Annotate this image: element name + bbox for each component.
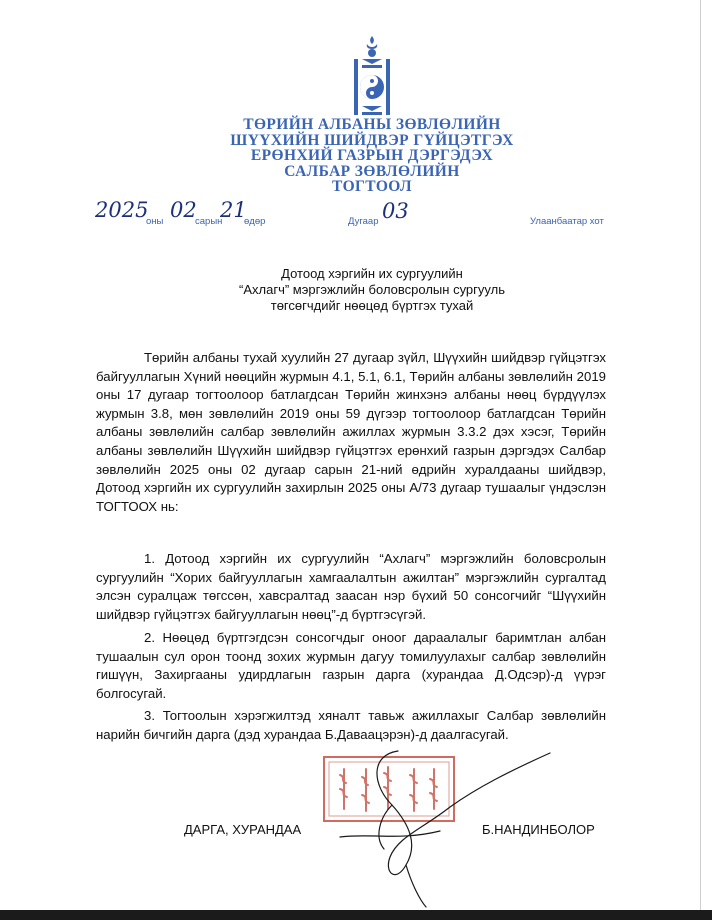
number-handwritten: 03 — [382, 199, 409, 223]
date-day-label: өдөр — [244, 216, 266, 227]
decision-item-3: 3. Тогтоолын хэрэгжилтэд хяналт тавьж ажиллахыг Салбар зөвлөлийн нарийн бичгийн дарга (дэд хурандаа Б.Даваацэрэн)-д даалгасугай. — [96, 708, 606, 742]
page-edge — [700, 0, 712, 920]
header-line: ЕРӨНХИЙ ГАЗРЫН ДЭРГЭДЭХ — [250, 147, 494, 164]
document-subject — [160, 266, 584, 314]
header-line: ТОГТООЛ — [332, 178, 412, 195]
date-year-label: оны — [146, 216, 164, 227]
date-month-label: сарын — [195, 216, 223, 227]
decision-item-2: 2. Нөөцөд бүртгэгдсэн сонсогчдыг оноог дараалалыг баримтлан албан тушаалын сул орон тоонд зохих журмын дагуу томилуулахыг салбар зөвлөлийн гишүүн, Захиргааны удирдлагын газрын дарга (хурандаа Д.Одсэр)-д үүрэг болгосугай. — [96, 630, 606, 701]
signatory-name: Б.НАНДИНБОЛОР — [482, 822, 595, 837]
preamble-paragraph: Төрийн албаны тухай хуулийн 27 дугаар зүйл, Шүүхийн шийдвэр гүйцэтгэх байгууллагын Хүний нөөцийн журмын 4.1, 5.1, 6.1, Төрийн албаны зөвлөлийн 2019 оны 17 дугаар тогтоолоор батлагдсан Төрийн жинхэнэ албаны нөөц бүрдүүлэх журмын 3.8, мөн зөвлөлийн 2019 оны 59 дүгээр тогтоолоор батлагдсан Төрийн албаны зөвлөлийн салбар зөвлөлийн ажиллах журмын 3.3.2 дэх хэсэг, Төрийн албаны зөвлөлийн Шүүхийн шийдвэр гүйцэтгэх ерөнхий газрын дэргэдэх Салбар зөвлөлийн 2025 оны 02 дугаар сарын 21-ний өдрийн хуралдааны шийдвэр, Дотоод хэргийн их сургуулийн захирлын 2025 оны А/73 дугаар тушаалыг үндэслэн ТОГТООХ нь: — [96, 350, 606, 514]
document-header — [180, 117, 564, 195]
subject-line: Дотоод хэргийн их сургуулийн — [281, 266, 463, 281]
city-label: Улаанбаатар хот — [530, 216, 604, 227]
subject-line: “Ахлагч” мэргэжлийн боловсролын сургууль — [239, 282, 505, 297]
date-year-handwritten: 2025 — [95, 198, 149, 222]
decision-item-1: 1. Дотоод хэргийн их сургуулийн “Ахлагч” мэргэжлийн боловсролын сургуулийн “Хорих байгууллагын хамгаалалтын ажилтан” мэргэжлийн сургалтад элсэн суралцаж төгссөн, хавсралтад заасан нэр бүхий 50 сонсогчийг “Шүүхийн шийдвэр гүйцэтгэх байгууллагын нөөц”-д бүртгэсүгэй. — [96, 551, 606, 622]
subject-line: төгсөгчдийг нөөцөд бүртгэх тухай — [270, 298, 474, 313]
number-label: Дугаар — [348, 216, 379, 227]
date-day-handwritten: 21 — [220, 198, 247, 222]
date-month-handwritten: 02 — [170, 198, 197, 222]
handwritten-signature — [300, 745, 570, 910]
header-line: ШҮҮХИЙН ШИЙДВЭР ГҮЙЦЭТГЭХ — [230, 131, 514, 149]
header-line: ТӨРИЙН АЛБАНЫ ЗӨВЛӨЛИЙН — [243, 116, 501, 133]
page-bottom-edge — [0, 910, 712, 920]
signatory-title: ДАРГА, ХУРАНДАА — [184, 822, 302, 837]
header-line: САЛБАР ЗӨВЛӨЛИЙН — [284, 162, 460, 180]
soyombo-emblem-icon — [350, 34, 394, 120]
